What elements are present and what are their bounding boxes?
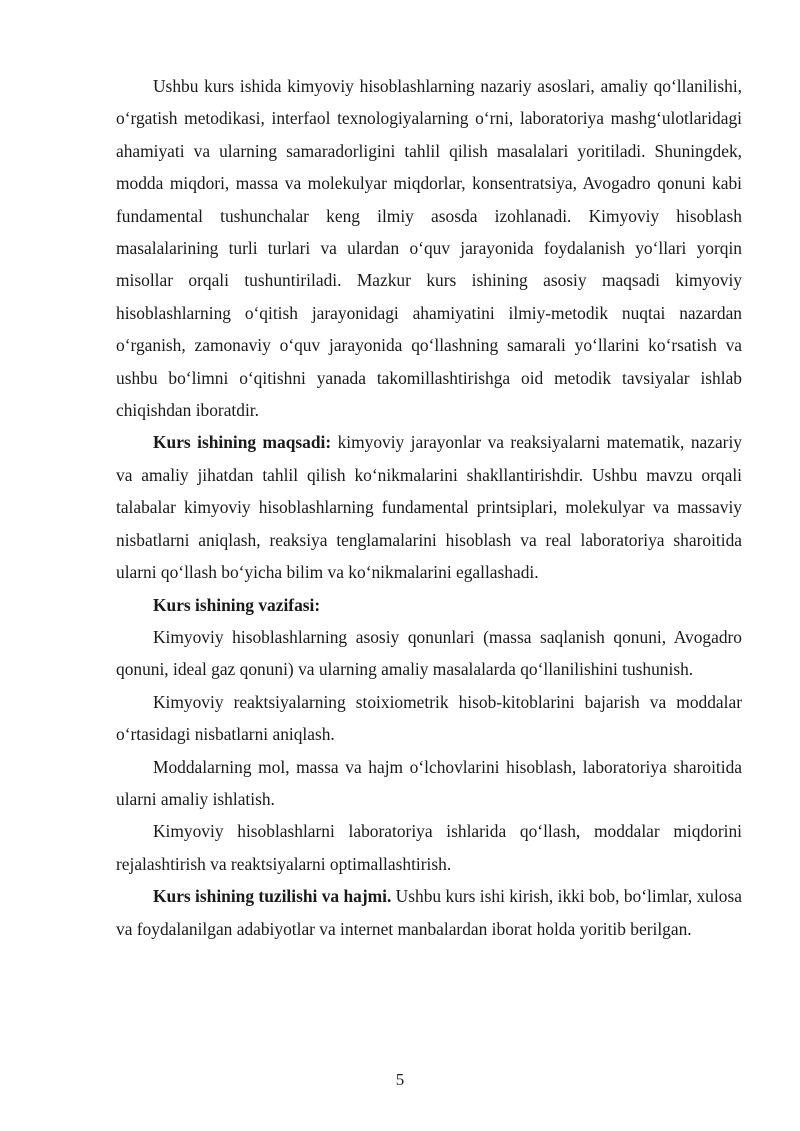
heading-tasks: Kurs ishining vazifasi: bbox=[153, 594, 321, 615]
paragraph-intro bbox=[116, 70, 742, 426]
heading-goal: Kurs ishining maqsadi: bbox=[153, 432, 332, 453]
paragraph-tasks-heading bbox=[116, 589, 742, 621]
paragraph-task-4 bbox=[116, 815, 742, 880]
page-number: 5 bbox=[395, 1070, 405, 1089]
paragraph-text: Moddalarning mol, massa va hajm o‘lchovlarini hisoblash, laboratoriya sharoitida ularni amaliy ishlatish. bbox=[116, 756, 742, 809]
document-body bbox=[116, 70, 742, 945]
paragraph-text: Ushbu kurs ishi kirish, ikki bob, bo‘limlar, xulosa va foydalanilgan adabiyotlar va internet manbalardan iborat holda yoritib berilgan. bbox=[116, 886, 742, 939]
paragraph-text: kimyoviy jarayonlar va reaksiyalarni matematik, nazariy va amaliy jihatdan tahlil qilish ko‘nikmalarini shakllantirishdir. Ushbu mavzu orqali talabalar kimyoviy hisoblashlarning fundamental printsiplari, molekulyar va massaviy nisbatlarni aniqlash, reaksiya tenglamalarini hisoblash va real laboratoriya sharoitida ularni qo‘llash bo‘yicha bilim va ko‘nikmalarini egallashadi. bbox=[116, 432, 743, 583]
heading-structure: Kurs ishining tuzilishi va hajmi. bbox=[153, 886, 392, 907]
paragraph-structure bbox=[116, 880, 742, 945]
paragraph-goal bbox=[116, 426, 742, 588]
paragraph-task-2 bbox=[116, 686, 742, 751]
paragraph-text: Kimyoviy reaktsiyalarning stoixiometrik hisob-kitoblarini bajarish va moddalar o‘rtasidagi nisbatlarni aniqlash. bbox=[116, 691, 742, 745]
paragraph-task-3 bbox=[116, 751, 742, 816]
paragraph-text: Ushbu kurs ishida kimyoviy hisoblashlarning nazariy asoslari, amaliy qo‘llanilishi, o‘rgatish metodikasi, interfaol texnologiyalarning o‘rni, laboratoriya mashg‘ulotlaridagi ahamiyati va ularning samaradorligini tahlil qilish masalalari yoritiladi. Shuningdek, modda miqdori, massa va molekulyar miqdorlar, konsentratsiya, Avogadro qonuni kabi fundamental tushunchalar keng ilmiy asosda izohlanadi. Kimyoviy hisoblash masalalarining turli turlari va ulardan o‘quv jarayonida foydalanish yo‘llari yorqin misollar orqali tushuntiriladi. Mazkur kurs ishining asosiy maqsadi kimyoviy hisoblashlarning o‘qitish jarayonidagi ahamiyatini ilmiy-metodik nuqtai nazardan o‘rganish, zamonaviy o‘quv jarayonida qo‘llashning samarali yo‘llarini ko‘rsatish va ushbu bo‘limni o‘qitishni yanada takomillashtirishga oid metodik tavsiyalar ishlab chiqishdan iboratdir. bbox=[116, 76, 742, 421]
paragraph-text: Kimyoviy hisoblashlarning asosiy qonunlari (massa saqlanish qonuni, Avogadro qonuni, ideal gaz qonuni) va ularning amaliy masalalarda qo‘llanilishini tushunish. bbox=[116, 626, 742, 680]
paragraph-task-1 bbox=[116, 621, 742, 686]
paragraph-text: Kimyoviy hisoblashlarni laboratoriya ishlarida qo‘llash, moddalar miqdorini rejalashtirish va reaktsiyalarni optimallashtirish. bbox=[116, 821, 742, 874]
